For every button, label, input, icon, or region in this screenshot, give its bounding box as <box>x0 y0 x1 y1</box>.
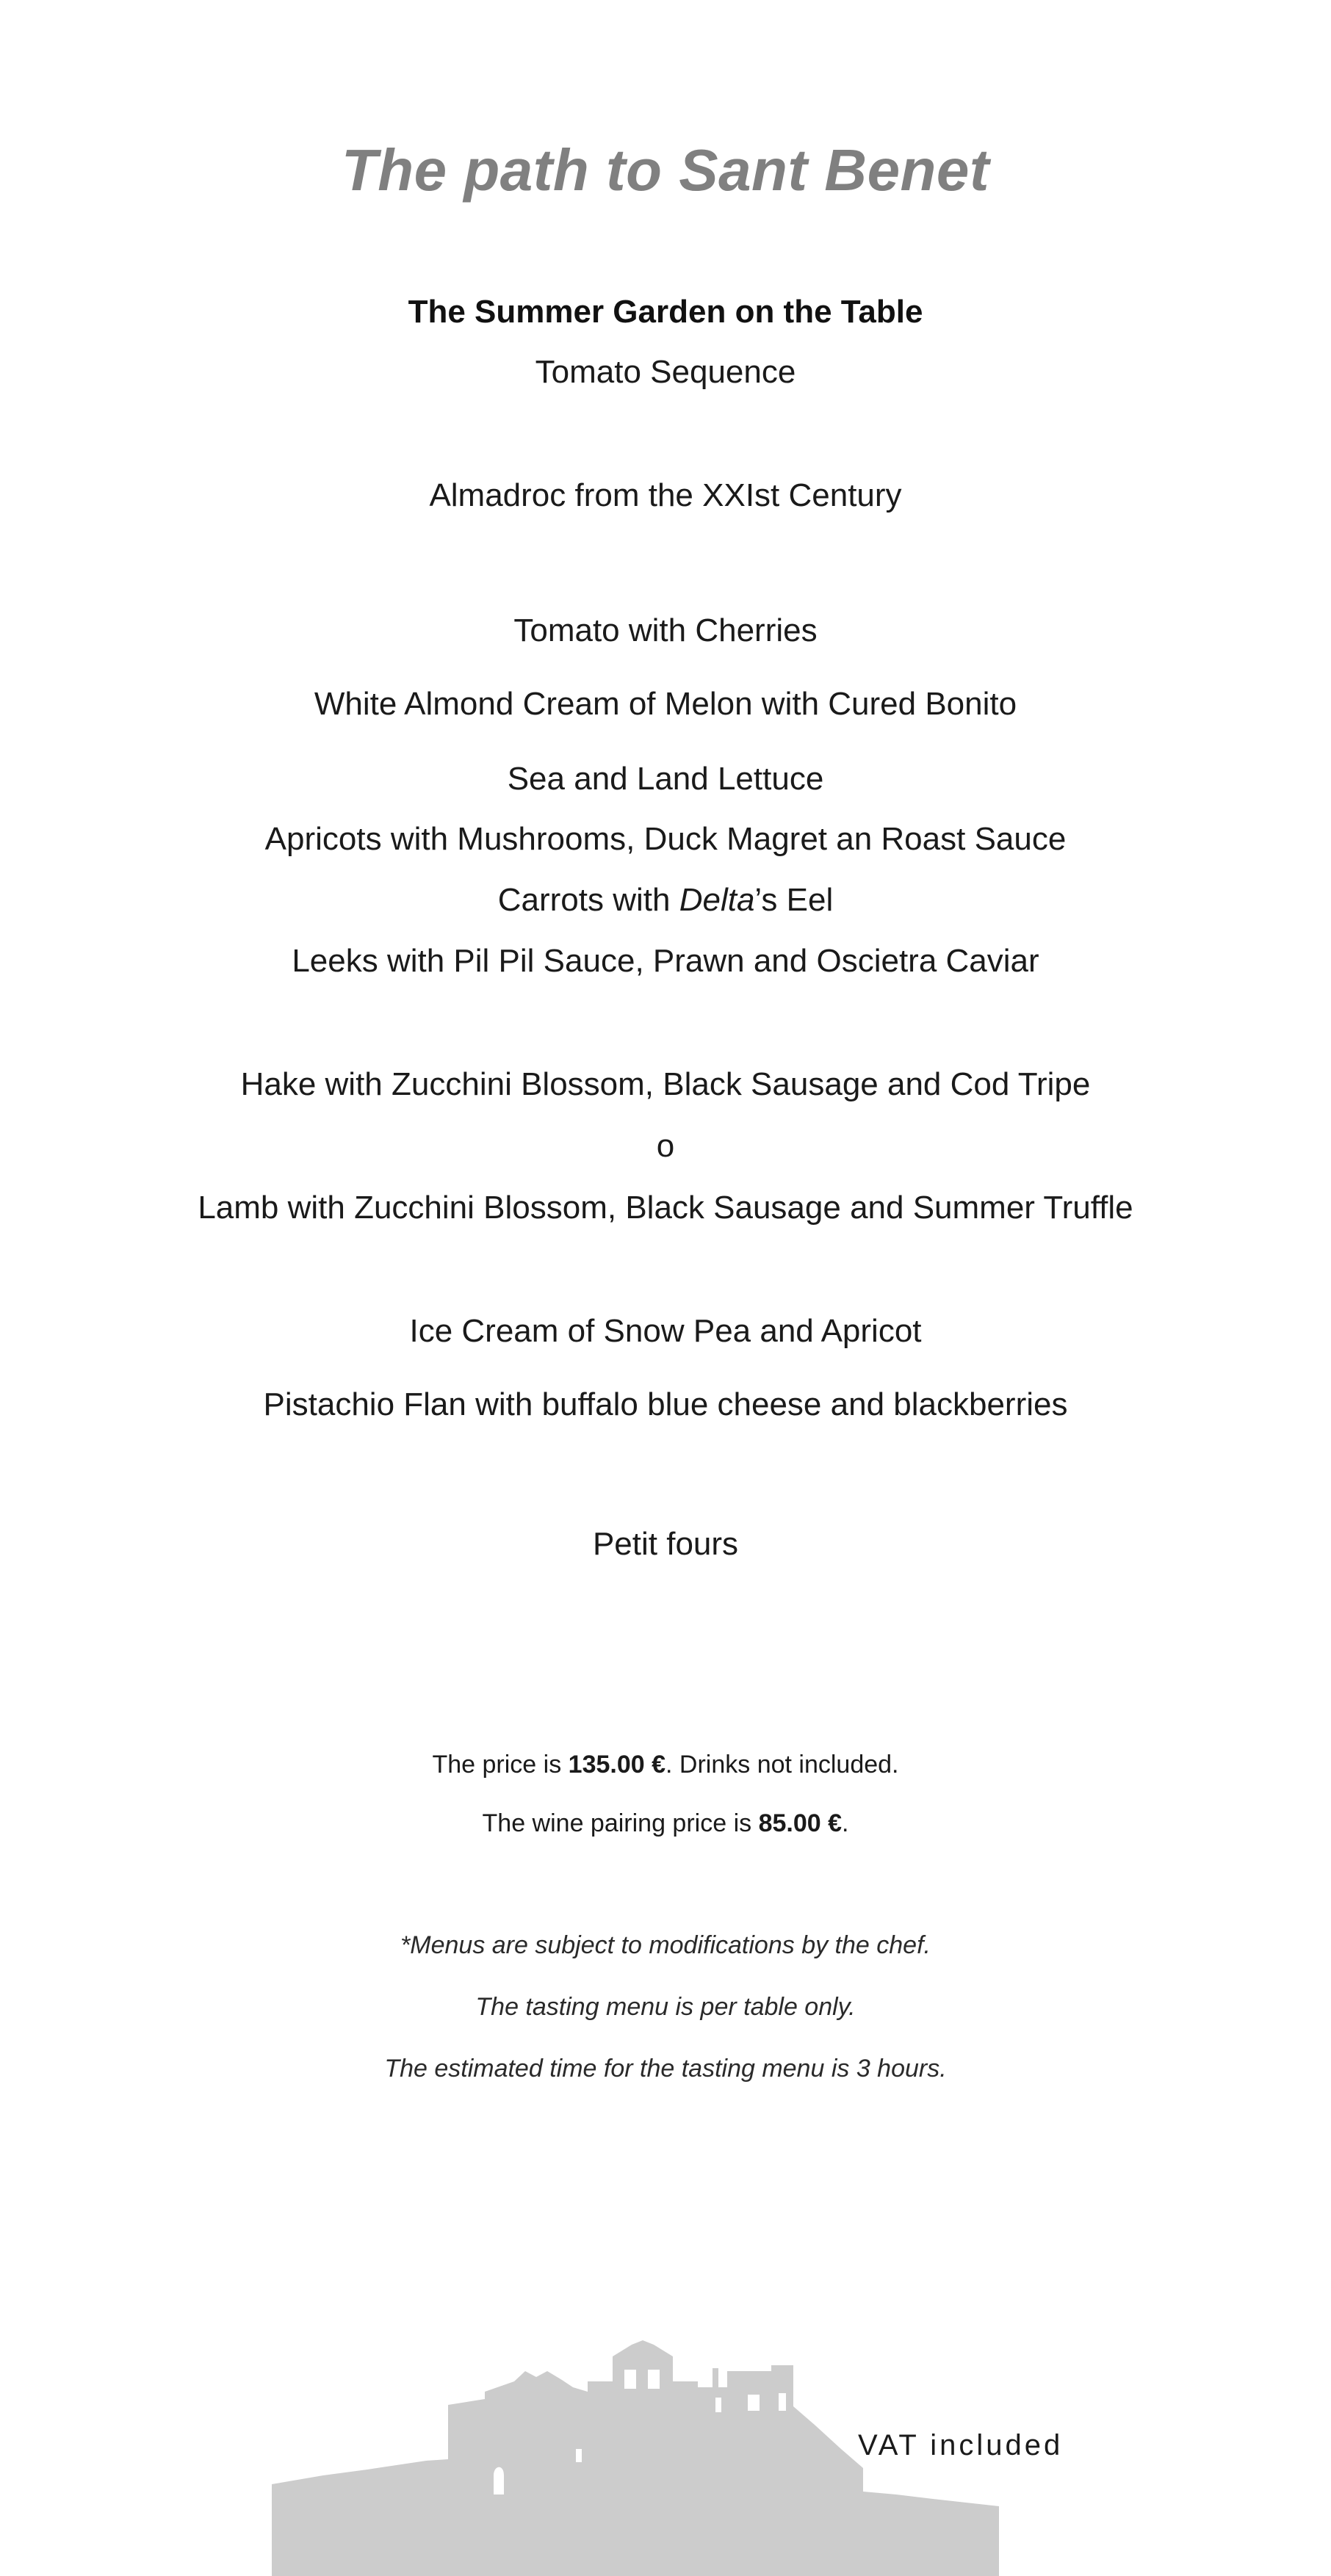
note-estimated-time: The estimated time for the tasting menu is 3 hours. <box>384 2055 947 2083</box>
dish-tomato-cherries: Tomato with Cherries <box>513 612 818 648</box>
dish-leeks-caviar: Leeks with Pil Pil Sauce, Prawn and Oscietra Caviar <box>292 943 1039 979</box>
menu-title: The path to Sant Benet <box>341 137 990 203</box>
dish-petit-fours: Petit fours <box>592 1526 739 1562</box>
wine-value: 85.00 € <box>758 1809 843 1837</box>
dish-hake: Hake with Zucchini Blossom, Black Sausage and Cod Tripe <box>240 1066 1091 1102</box>
price-value: 135.00 € <box>568 1751 666 1779</box>
dish-separator: o <box>656 1128 675 1164</box>
dish-pistachio-flan: Pistachio Flan with buffalo blue cheese and blackberries <box>263 1386 1068 1422</box>
price-suffix: . Drinks not included. <box>666 1751 899 1779</box>
dish-carrots-eel <box>0 882 1331 919</box>
carrots-emphasis: Delta <box>679 882 755 918</box>
dish-lamb: Lamb with Zucchini Blossom, Black Sausage and Summer Truffle <box>198 1190 1133 1226</box>
carrots-suffix: ’s Eel <box>754 882 834 918</box>
price-line <box>0 1751 1331 1779</box>
dish-ice-cream: Ice Cream of Snow Pea and Apricot <box>409 1313 922 1349</box>
price-prefix: The price is <box>432 1751 569 1779</box>
dish-almond-cream: White Almond Cream of Melon with Cured Bonito <box>314 686 1017 722</box>
wine-suffix: . <box>842 1809 849 1837</box>
dish-almadroc: Almadroc from the XXIst Century <box>429 477 902 513</box>
dish-sea-land-lettuce: Sea and Land Lettuce <box>507 761 824 797</box>
wine-prefix: The wine pairing price is <box>482 1809 759 1837</box>
vat-included: VAT included <box>858 2429 1064 2461</box>
dish-apricots-duck: Apricots with Mushrooms, Duck Magret an Roast Sauce <box>264 821 1067 857</box>
section-heading: The Summer Garden on the Table <box>408 294 923 330</box>
note-per-table: The tasting menu is per table only. <box>475 1993 856 2021</box>
note-modifications: *Menus are subject to modifications by the chef. <box>400 1931 931 1959</box>
wine-pairing-line <box>0 1809 1331 1838</box>
carrots-prefix: Carrots with <box>497 882 679 918</box>
dish-tomato-sequence: Tomato Sequence <box>535 354 796 390</box>
